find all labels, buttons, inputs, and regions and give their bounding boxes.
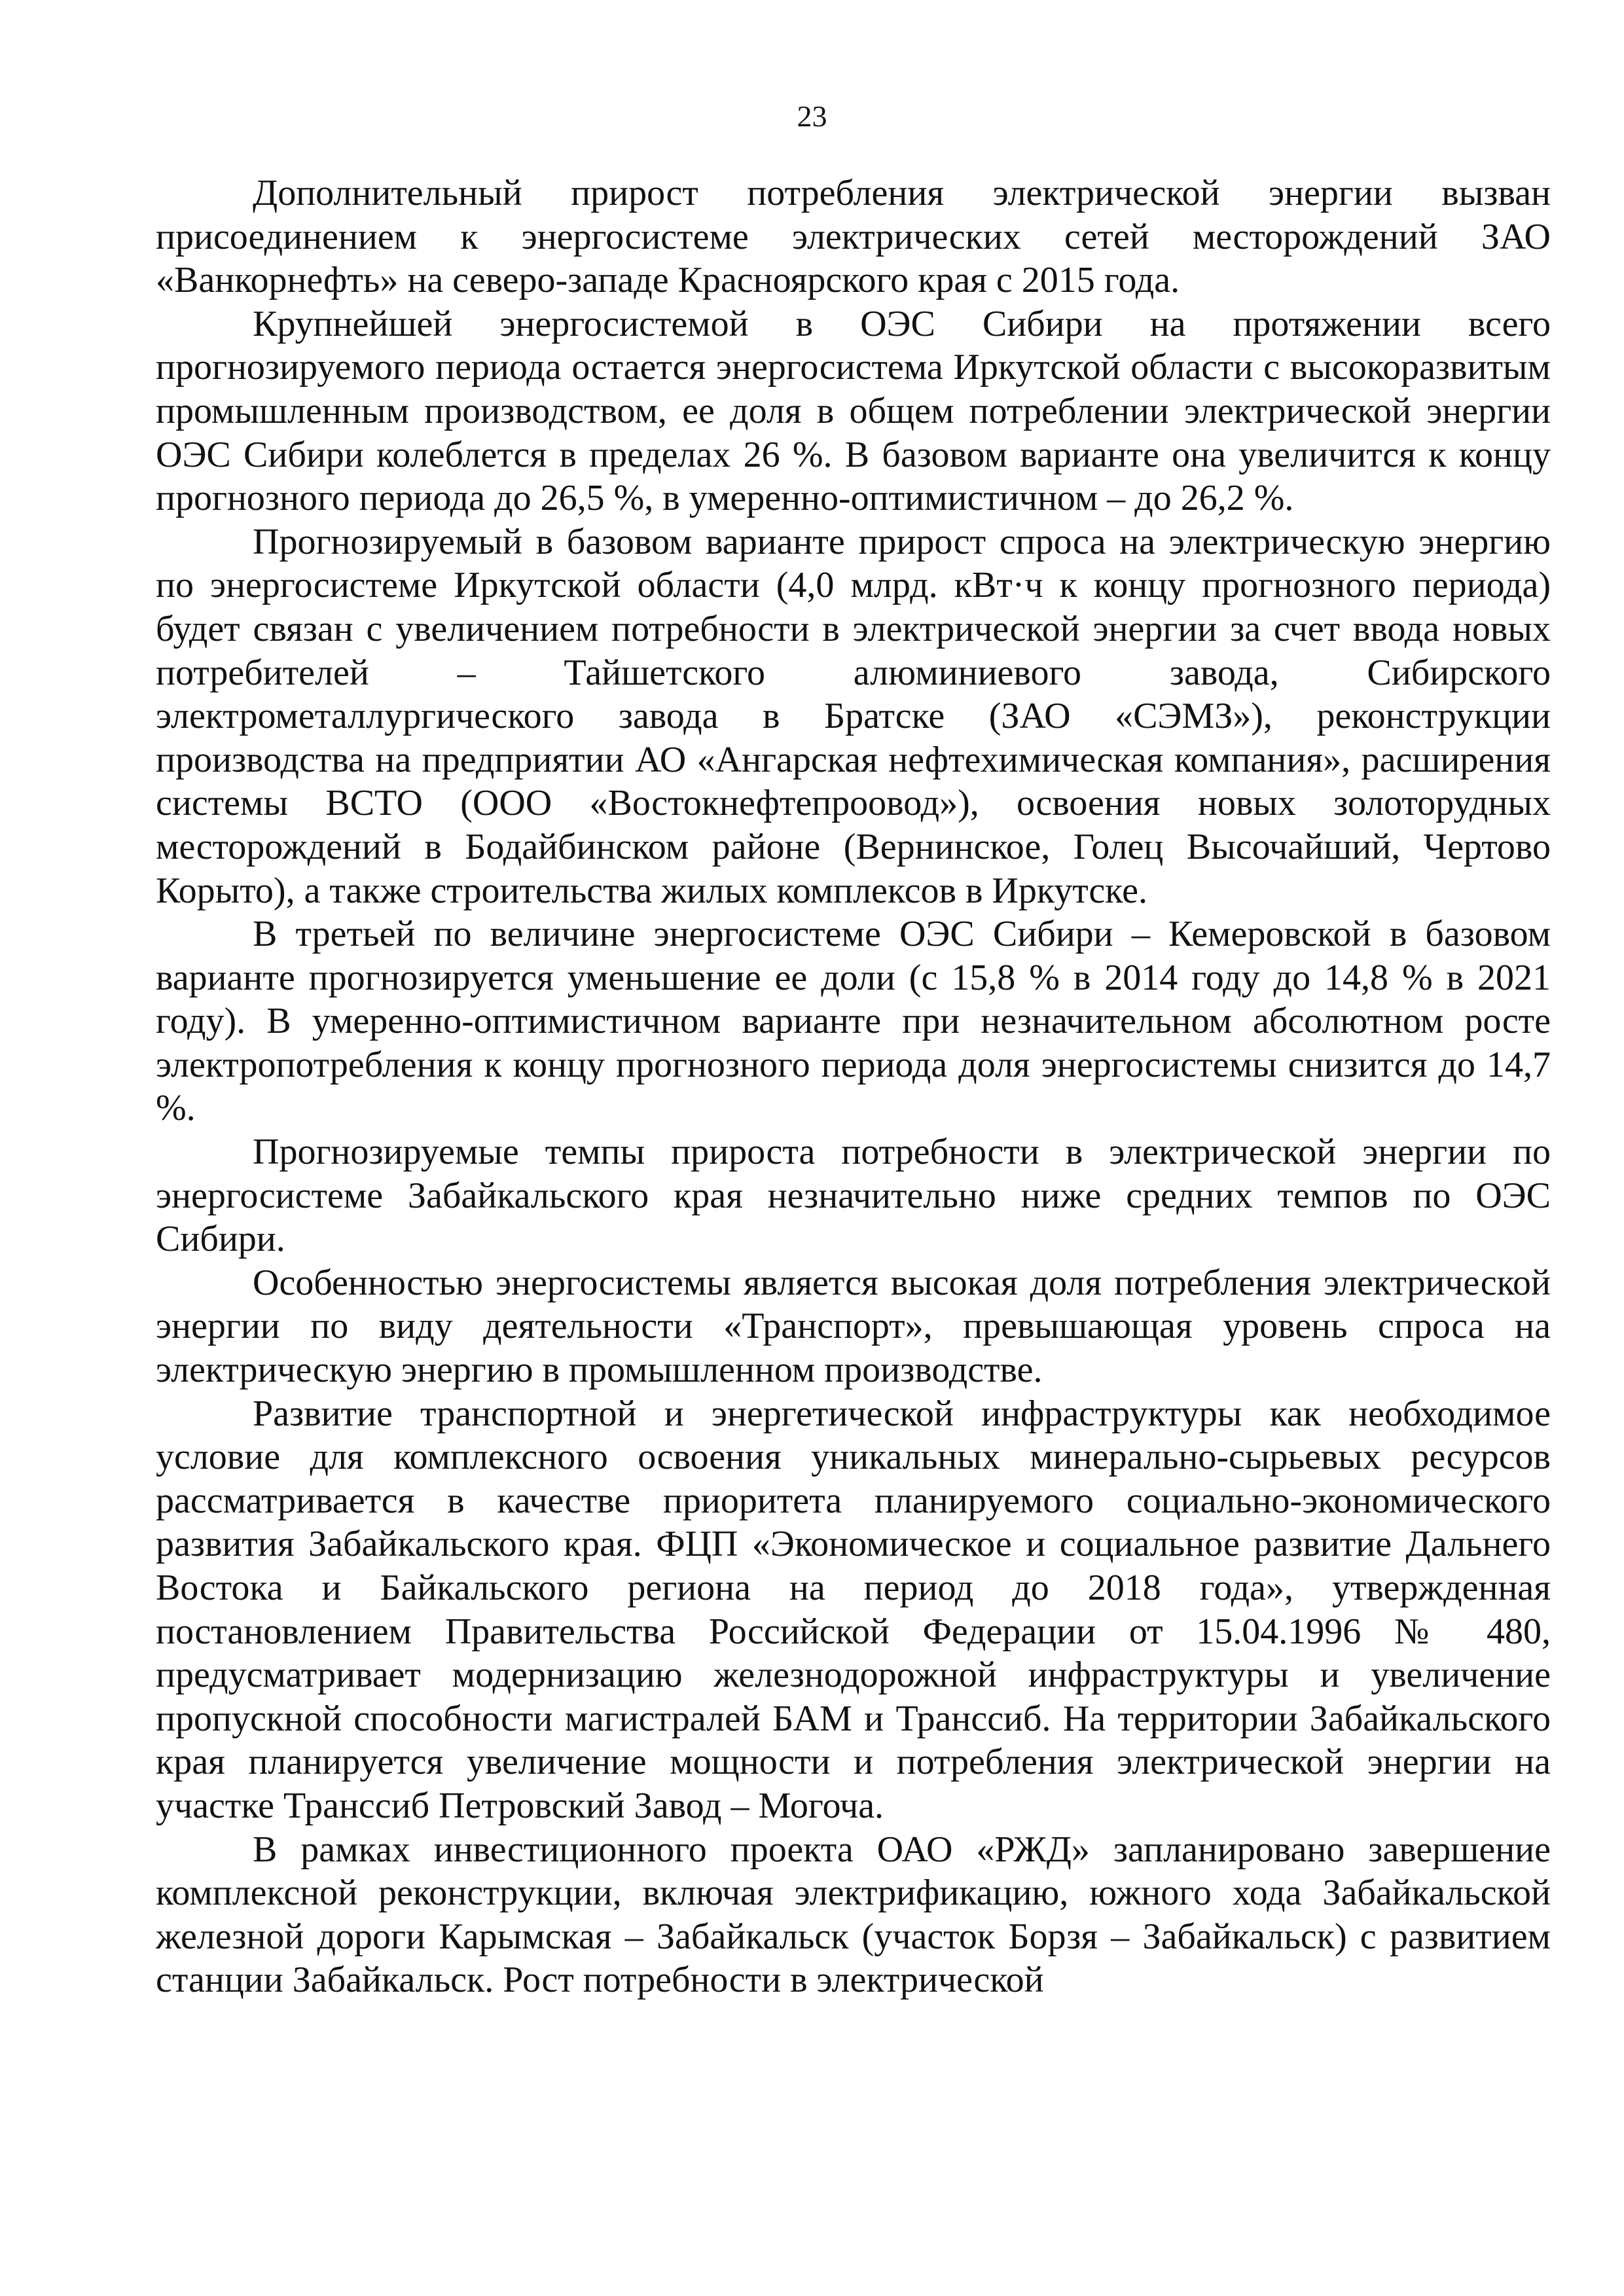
- page-number: 23: [797, 99, 827, 133]
- paragraph-rzd-project: В рамках инвестиционного проекта ОАО «РЖД» запланировано завершение комплексной реконструкции, включая электрификацию, южного хода Забайкальской железной дороги Карымская – Забайкальск (участок Борзя – Забайкальск) с развитием станции Забайкальск. Рост потребности в электрической: [156, 1829, 1551, 2001]
- paragraph-vankorneft: Дополнительный прирост потребления электрической энергии вызван присоединением к энергосистеме электрических сетей месторождений ЗАО «Ванкорнефть» на северо-западе Красноярского края с 2015 года.: [156, 173, 1551, 301]
- paragraph-zabaikalsky-growth: Прогнозируемые темпы прироста потребности в электрической энергии по энергосистеме Забайкальского края незначительно ниже средних темпов по ОЭС Сибири.: [156, 1132, 1551, 1260]
- paragraph-irkutsk-demand-growth: Прогнозируемый в базовом варианте прирост спроса на электрическую энергию по энергосистеме Иркутской области (4,0 млрд. кВт·ч к концу прогнозного периода) будет связан с увеличением потребности в электрической энергии за счет ввода новых потребителей – Тайшетского алюминиевого завода, Сибирского электрометаллургического завода в Братске (ЗАО «СЭМЗ»), реконструкции производства на предприятии АО «Ангарская нефтехимическая компания», расширения системы ВСТО (ООО «Востокнефтепроовод»), освоения новых золоторудных месторождений в Бодайбинском районе (Вернинское, Голец Высочайший, Чертово Корыто), а также строительства жилых комплексов в Иркутске.: [156, 521, 1551, 911]
- paragraph-transport-share: Особенностью энергосистемы является высокая доля потребления электрической энергии по виду деятельности «Транспорт», превышающая уровень спроса на электрическую энергию в промышленном производстве.: [156, 1262, 1551, 1391]
- paragraph-irkutsk-share: Крупнейшей энергосистемой в ОЭС Сибири на протяжении всего прогнозируемого периода остается энергосистема Иркутской области с высокоразвитым промышленным производством, ее доля в общем потреблении электрической энергии ОЭС Сибири колеблется в пределах 26 %. В базовом варианте она увеличится к концу прогнозного периода до 26,5 %, в умеренно-оптимистичном – до 26,2 %.: [156, 303, 1551, 519]
- document-body: [156, 171, 1551, 2002]
- paragraph-kemerovo: В третьей по величине энергосистеме ОЭС Сибири – Кемеровской в базовом варианте прогнозируется уменьшение ее доли (с 15,8 % в 2014 году до 14,8 % в 2021 году). В умеренно-оптимистичном варианте при незначительном абсолютном росте электропотребления к концу прогнозного периода доля энергосистемы снизится до 14,7 %.: [156, 914, 1551, 1129]
- paragraph-infrastructure-development: Развитие транспортной и энергетической инфраструктуры как необходимое условие для комплексного освоения уникальных минерально-сырьевых ресурсов рассматривается в качестве приоритета планируемого социально-экономического развития Забайкальского края. ФЦП «Экономическое и социальное развитие Дальнего Востока и Байкальского региона на период до 2018 года», утвержденная постановлением Правительства Российской Федерации от 15.04.1996 № 480, предусматривает модернизацию железнодорожной инфраструктуры и увеличение пропускной способности магистралей БАМ и Транссиб. На территории Забайкальского края планируется увеличение мощности и потребления электрической энергии на участке Транссиб Петровский Завод – Могоча.: [156, 1393, 1551, 1826]
